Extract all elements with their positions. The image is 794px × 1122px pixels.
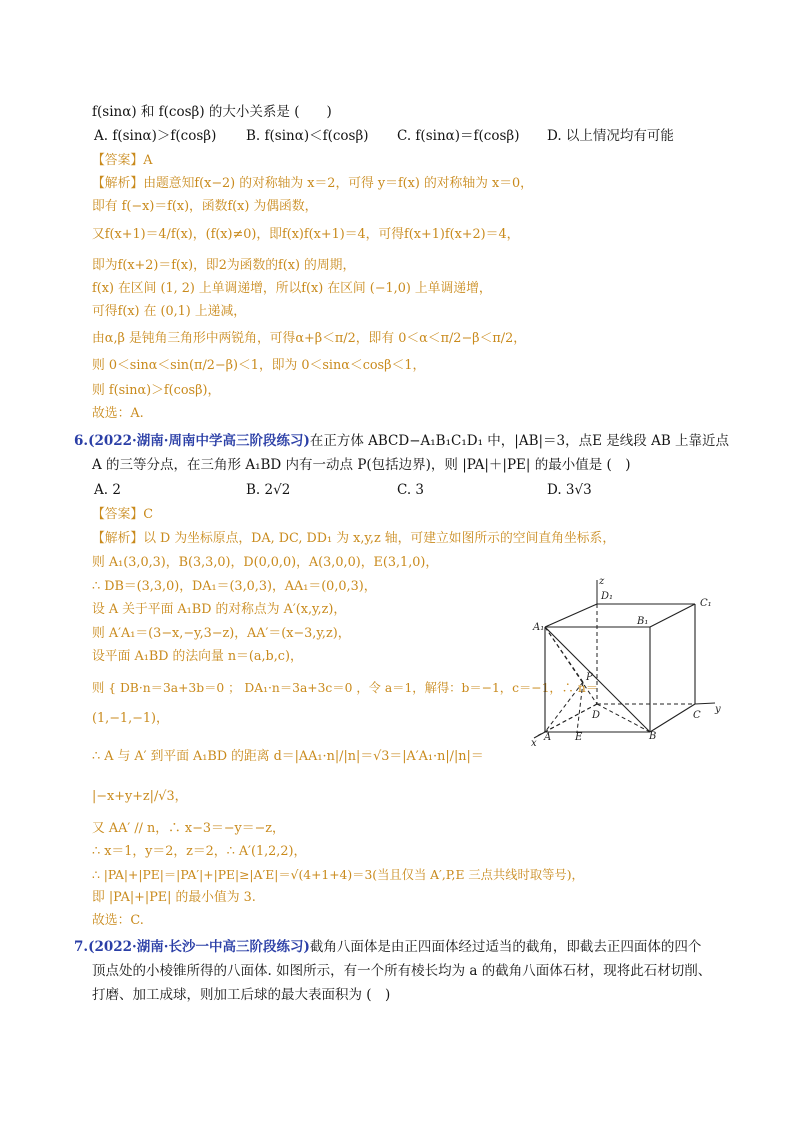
q6-answer: 【答案】C xyxy=(92,507,153,522)
q5-analysis-line: 【解析】由题意知f(x−2) 的对称轴为 x＝2，可得 y＝f(x) 的对称轴为 x＝0， xyxy=(92,176,533,191)
q6-analysis-line: (1,−1,−1)， xyxy=(92,711,169,726)
q6-analysis-line: ∴ DB＝(3,3,0)，DA₁＝(3,0,3)，AA₁＝(0,0,3)， xyxy=(92,579,377,594)
figure-label: C₁ xyxy=(700,598,712,609)
q6-analysis-line: 则 A₁(3,0,3)，B(3,3,0)，D(0,0,0)，A(3,0,0)，E(3,1,0)， xyxy=(92,555,439,570)
q6-analysis-line: 设 A 关于平面 A₁BD 的对称点为 A′(x,y,z)， xyxy=(92,602,347,617)
q5-analysis-line: 故选：A. xyxy=(92,406,144,421)
figure-label: y xyxy=(715,704,721,715)
q6-analysis-line: 又 AA′ // n，∴ x−3＝−y＝−z， xyxy=(92,821,285,836)
q6-source: (2022·湖南·周南中学高三阶段练习) xyxy=(88,433,310,449)
figure-label: B xyxy=(649,731,657,742)
figure-label: E xyxy=(575,732,583,743)
q5-option-d: D. 以上情况均有可能 xyxy=(547,128,674,144)
q7-stem-line: 顶点处的小棱锥所得的八面体. 如图所示，有一个所有棱长均为 a 的截角八面体石材，现将此石材切削、 xyxy=(92,963,712,979)
cube-diagram xyxy=(525,572,730,748)
q6-option-b: B. 2√2 xyxy=(246,482,291,498)
cube-figure xyxy=(525,572,730,748)
q6-analysis-line: 故选：C. xyxy=(92,913,144,928)
q6-analysis-line: 【解析】以 D 为坐标原点，DA, DC, DD₁ 为 x,y,z 轴，可建立如图所示的空间直角坐标系， xyxy=(92,531,616,546)
figure-label: A xyxy=(544,732,552,743)
q5-answer: 【答案】A xyxy=(92,153,153,168)
q6-first-line xyxy=(74,432,729,450)
q7-source: (2022·湖南·长沙一中高三阶段练习) xyxy=(88,939,310,955)
q7-first-line xyxy=(74,938,701,956)
q7-stem-line: 打磨、加工成球，则加工后球的最大表面积为 ( ) xyxy=(92,987,391,1003)
q6-number: 6. xyxy=(74,433,89,449)
figure-label: x xyxy=(531,738,537,748)
figure-label: P xyxy=(586,672,593,683)
figure-label: D₁ xyxy=(601,591,614,602)
q7-number: 7. xyxy=(74,939,89,955)
q5-analysis-line: f(x) 在区间 (1, 2) 上单调递增，所以f(x) 在区间 (−1,0) 上单调递增， xyxy=(92,281,492,296)
figure-label: D xyxy=(592,710,601,721)
q6-analysis-line: 则 { DB·n＝3a+3b＝0 ； DA₁·n＝3a+3c＝0 ，令 a＝1，解得：b＝−1，c＝−1，∴ n＝ xyxy=(92,681,599,695)
q5-option-a: A. f(sinα)＞f(cosβ) xyxy=(94,128,217,144)
q6-stem-line: 在正方体 ABCD−A₁B₁C₁D₁ 中，|AB|＝3，点E 是线段 AB 上靠近点 xyxy=(309,433,730,449)
q5-analysis-line: 即为f(x+2)＝f(x)，即2为函数的f(x) 的周期， xyxy=(92,258,356,273)
q5-option-b: B. f(sinα)＜f(cosβ) xyxy=(246,128,369,144)
figure-label: z xyxy=(599,576,605,587)
q5-stem-tail: f(sinα) 和 f(cosβ) 的大小关系是 ( ) xyxy=(92,104,332,120)
q6-analysis-line: 设平面 A₁BD 的法向量 n＝(a,b,c)， xyxy=(92,649,303,664)
q6-option-c: C. 3 xyxy=(397,482,425,498)
q7-stem-line: 截角八面体是由正四面体经过适当的截角，即截去正四面体的四个 xyxy=(309,939,702,955)
q6-analysis-line: ∴ A 与 A′ 到平面 A₁BD 的距离 d＝|AA₁·n|/|n|＝√3＝|A′A₁·n|/|n|＝ xyxy=(92,749,484,764)
q6-stem-line: A 的三等分点，在三角形 A₁BD 内有一动点 P(包括边界)，则 |PA|＋|PE| 的最小值是 ( ) xyxy=(92,457,631,473)
q5-analysis-line: 可得f(x) 在 (0,1) 上递减， xyxy=(92,304,247,319)
q6-analysis-line: 即 |PA|+|PE| 的最小值为 3. xyxy=(92,890,256,905)
q5-analysis-line: 又f(x+1)＝4/f(x)，(f(x)≠0)，即f(x)f(x+1)＝4，可得f(x+1)f(x+2)＝4， xyxy=(92,227,520,242)
figure-label: B₁ xyxy=(637,616,649,627)
q5-analysis-line: 即有 f(−x)＝f(x)，函数f(x) 为偶函数， xyxy=(92,199,318,214)
q6-option-d: D. 3√3 xyxy=(547,482,592,498)
q5-analysis-line: 由α,β 是钝角三角形中两锐角，可得α+β＜π/2，即有 0＜α＜π/2−β＜π/2， xyxy=(92,331,527,346)
q6-analysis-line: ∴ |PA|+|PE|＝|PA′|+|PE|≥|A′E|＝√(4+1+4)＝3(当且仅当 A′,P,E 三点共线时取等号)， xyxy=(92,868,584,882)
q6-option-a: A. 2 xyxy=(94,482,121,498)
q6-analysis-line: ∴ x＝1，y＝2，z＝2，∴ A′(1,2,2)， xyxy=(92,844,307,859)
figure-label: A₁ xyxy=(533,622,545,633)
figure-label: C xyxy=(693,710,701,721)
q5-analysis-line: 则 f(sinα)＞f(cosβ)， xyxy=(92,383,221,398)
q6-analysis-line: 则 A′A₁＝(3−x,−y,3−z)，AA′＝(x−3,y,z)， xyxy=(92,626,351,641)
q5-analysis-line: 则 0＜sinα＜sin(π/2−β)＜1，即为 0＜sinα＜cosβ＜1， xyxy=(92,358,426,373)
q5-option-c: C. f(sinα)＝f(cosβ) xyxy=(397,128,520,144)
q6-analysis-line: |−x+y+z|/√3， xyxy=(92,789,188,804)
